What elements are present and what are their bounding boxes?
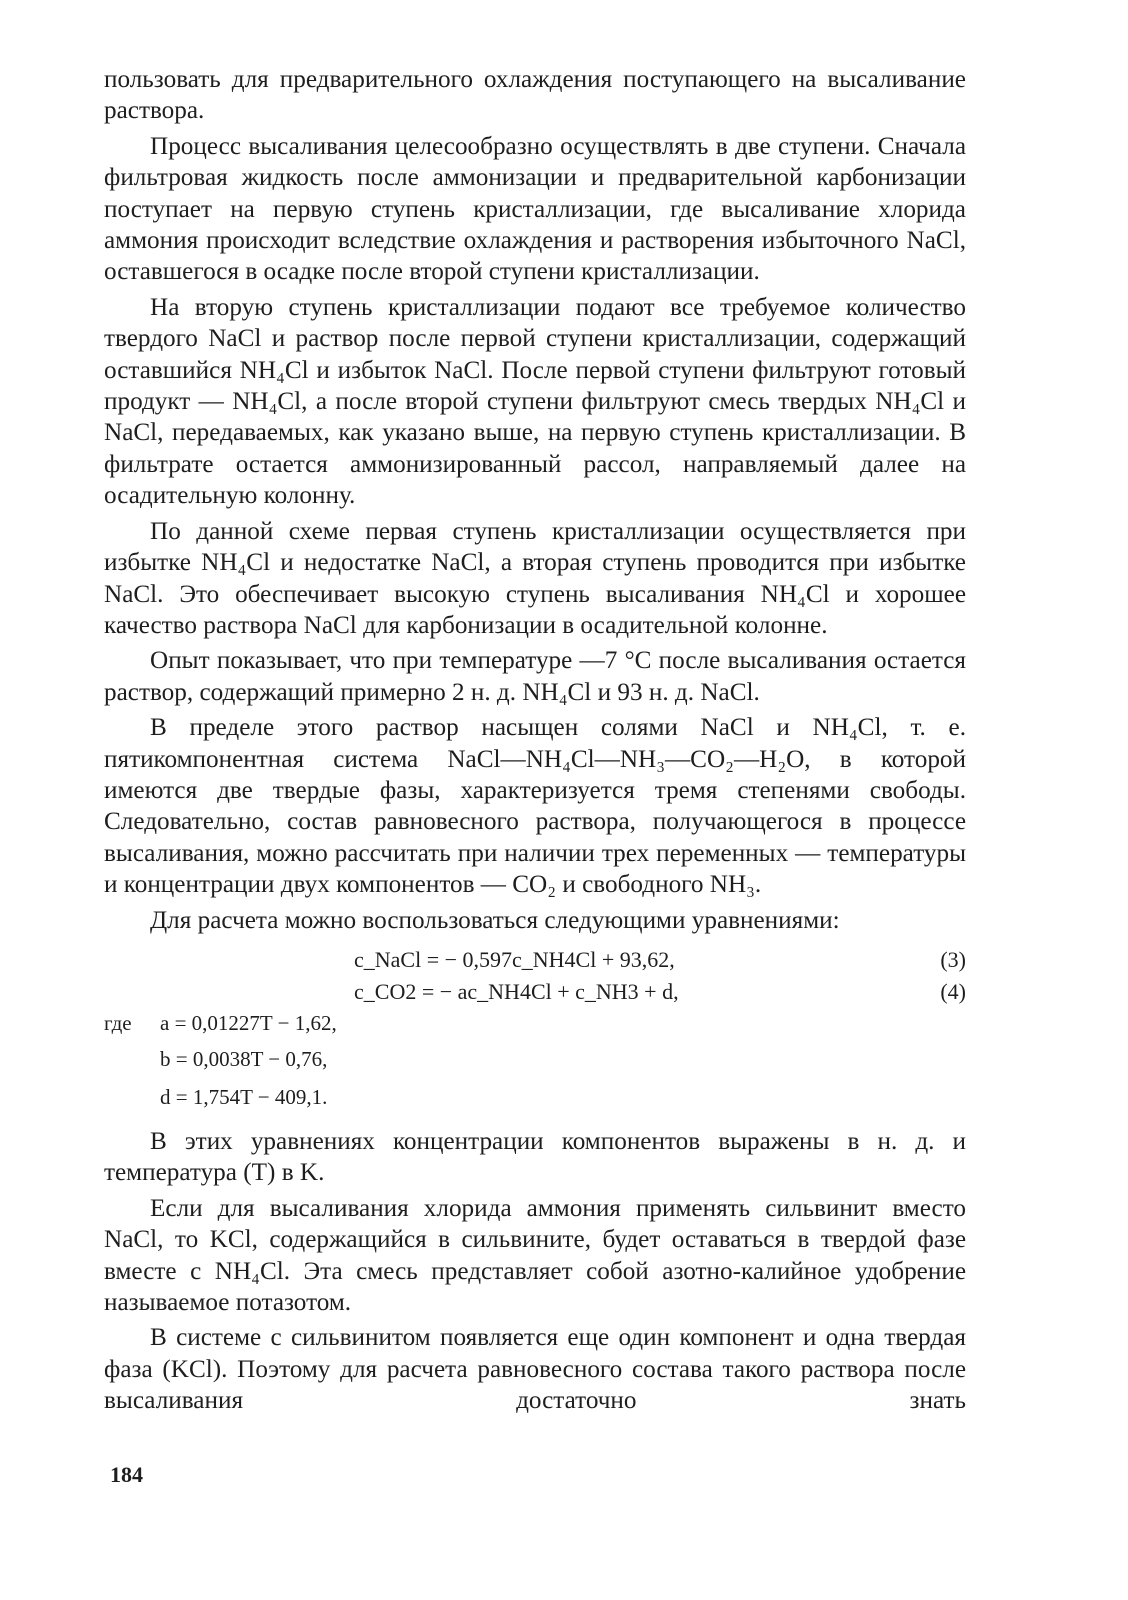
equation-number: (4) bbox=[940, 978, 966, 1004]
paragraph: По данной схеме первая ступень кристаллизации осуществляется при избытке NH₄Cl и недостатке NaCl, а вторая ступень проводится при избытке NaCl. Это обеспечивает высокую ступень высаливания NH₄Cl и хорошее качество раствора NaCl для карбонизации в осадительной колонне. bbox=[104, 517, 966, 639]
paragraph: На вторую ступень кристаллизации подают все требуемое количество твердого NaCl и раствор после первой ступени кристаллизации, содержащий оставшийся NH₄Cl и избыток NaCl. После первой ступени фильтруют готовый продукт — NH₄Cl, а после второй ступени фильтруют смесь твердых NH₄Cl и NaCl, передаваемых, как указано выше, на первую ступень кристаллизации. В фильтрате остается аммонизированный рассол, направляемый далее на осадительную колонну. bbox=[104, 293, 966, 510]
paragraph: пользовать для предварительного охлаждения поступающего на высаливание раствора. bbox=[104, 66, 966, 125]
equation-number: (3) bbox=[940, 946, 966, 972]
paragraph: В системе с сильвинитом появляется еще один компонент и одна твердая фаза (KCl). Поэтому для расчета равновесного состава такого раствора после высаливания достаточно знать bbox=[104, 1324, 966, 1415]
equations-block bbox=[104, 942, 966, 1004]
equation-3 bbox=[104, 944, 966, 974]
equation-expression: c_CO2 = − ac_NH4Cl + c_NH3 + d, bbox=[354, 978, 679, 1004]
coefficient-d: d = 1,754T − 409,1. bbox=[160, 1084, 328, 1109]
paragraph: В этих уравнениях концентрации компонентов выражены в н. д. и температура (T) в K. bbox=[104, 1127, 966, 1187]
equation-4 bbox=[104, 976, 966, 1006]
page-number: 184 bbox=[110, 1462, 143, 1487]
paragraph: Для расчета можно воспользоваться следующими уравнениями: bbox=[150, 906, 840, 934]
coefficient-a: a = 0,01227T − 1,62, bbox=[160, 1010, 337, 1035]
where-block bbox=[104, 1004, 966, 1122]
paragraph: Опыт показывает, что при температуре —7 °C после высаливания остается раствор, содержащий примерно 2 н. д. NH₄Cl и 93 н. д. NaCl. bbox=[104, 647, 966, 706]
main-text bbox=[104, 64, 966, 1417]
paragraph: Процесс высаливания целесообразно осуществлять в две ступени. Сначала фильтровая жидкость после аммонизации и предварительной карбонизации поступает на первую ступень кристаллизации, где высаливание хлорида аммония происходит вследствие охлаждения и растворения избыточного NaCl, оставшегося в осадке после второй ступени кристаллизации. bbox=[104, 132, 966, 286]
paragraph: Если для высаливания хлорида аммония применять сильвинит вместо NaCl, то KCl, содержащийся в сильвините, будет оставаться в твердой фазе вместе с NH₄Cl. Эта смесь представляет собой азотно-калийное удобрение называемое потазотом. bbox=[104, 1194, 966, 1316]
coefficient-b: b = 0,0038T − 0,76, bbox=[160, 1046, 328, 1071]
where-label: где bbox=[104, 1010, 132, 1035]
equation-expression: c_NaCl = − 0,597c_NH4Cl + 93,62, bbox=[354, 946, 675, 972]
paragraph: В пределе этого раствор насыщен солями NaCl и NH₄Cl, т. е. пятикомпонентная система NaCl—NH₄Cl—NH₃—CO₂—H₂O, в которой имеются две твердые фазы, характеризуется тремя степенями свободы. Следовательно, состав равновесного раствора, получающегося в процессе высаливания, можно рассчитать при наличии трех переменных — температуры и концентрации двух компонентов — CO₂ и свободного NH₃. bbox=[104, 714, 966, 899]
